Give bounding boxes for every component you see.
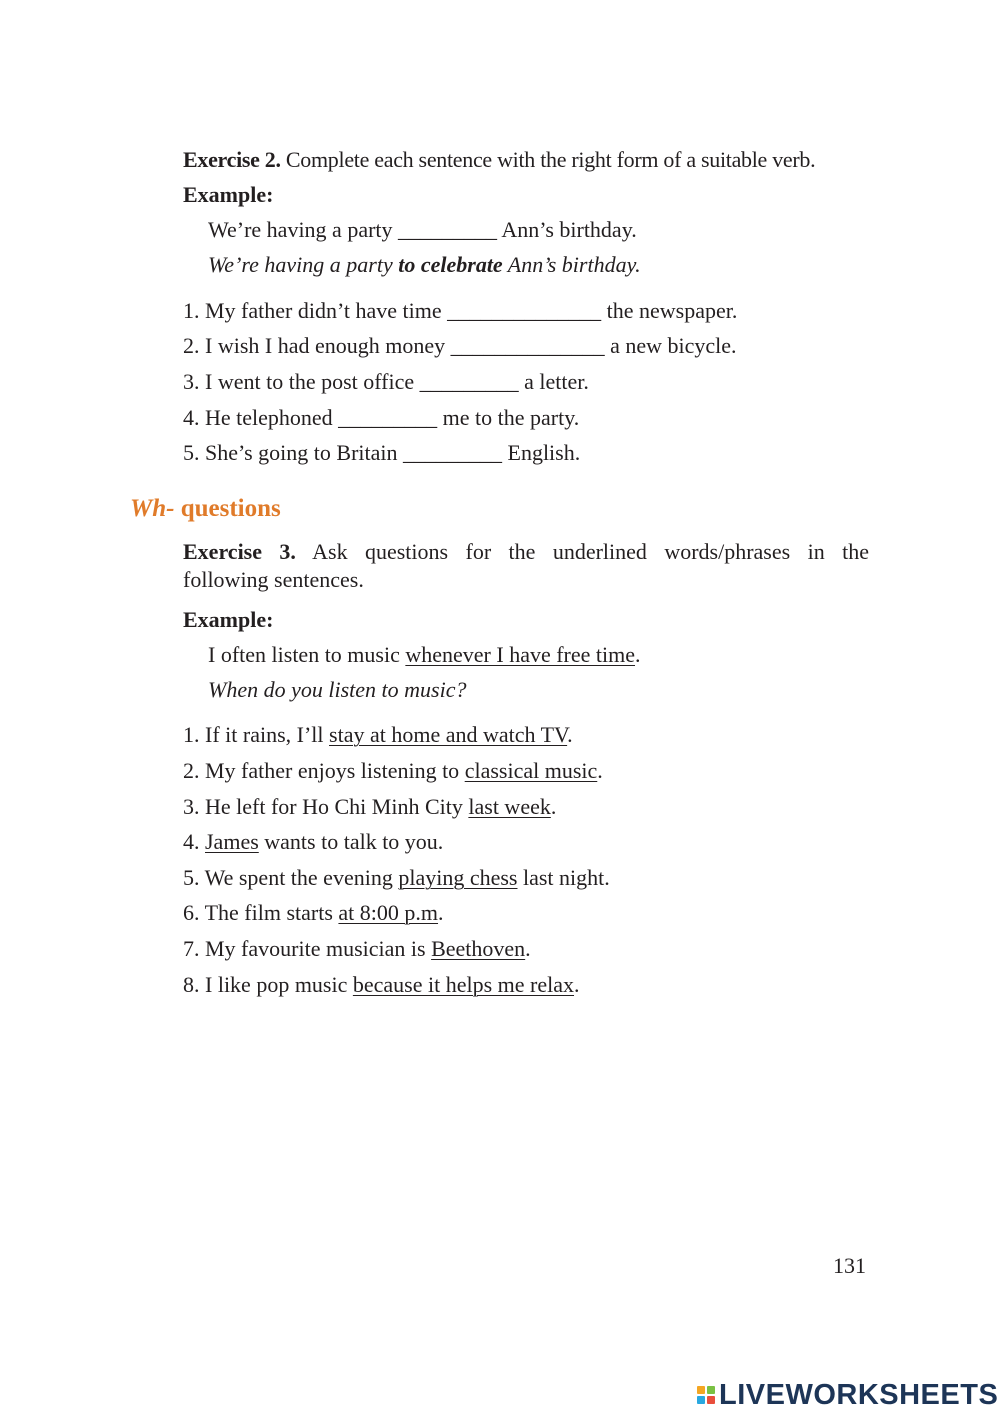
item-text: last night.: [517, 865, 610, 890]
item-text: 3. He left for Ho Chi Minh City: [183, 794, 469, 819]
item-text: 2. My father enjoys listening to: [183, 758, 465, 783]
exercise3-instruction: [183, 537, 869, 566]
item-text: 5. We spent the evening: [183, 865, 399, 890]
item-text: .: [567, 722, 573, 747]
item-underlined: last week: [468, 794, 551, 819]
exercise2-item-1: 1. My father didn’t have time ______________ the newspaper.: [183, 298, 738, 323]
item-text: .: [597, 758, 603, 783]
exercise3-instruction-line2: following sentences.: [183, 567, 364, 592]
item-text: 8. I like pop music: [183, 972, 353, 997]
exercise3-example-label: Example:: [183, 607, 274, 632]
exercise2-example-prompt: We’re having a party _________ Ann’s birthday.: [208, 217, 637, 242]
section-heading: [130, 495, 281, 523]
item-text: .: [438, 900, 444, 925]
item-text: .: [525, 936, 531, 961]
item-underlined: Beethoven: [431, 936, 526, 961]
item-underlined: classical music: [464, 758, 598, 783]
exercise3-item-7: [183, 935, 531, 963]
item-text: 7. My favourite musician is: [183, 936, 432, 961]
exercise3-item-2: [183, 757, 603, 785]
example-answer-post: Ann’s birthday.: [502, 252, 641, 277]
exercise3-item-3: [183, 793, 556, 821]
exercise3-example-sentence: [208, 641, 641, 669]
item-text: 6. The film starts: [183, 900, 339, 925]
example-pre: I often listen to music: [208, 642, 406, 667]
exercise2-title: Exercise 2.: [183, 147, 281, 172]
item-text: wants to talk to you.: [258, 829, 444, 854]
exercise2-example-answer: [208, 251, 641, 279]
item-text: 4.: [183, 829, 205, 854]
example-post: .: [635, 642, 641, 667]
section-heading-rest: questions: [174, 495, 281, 522]
example-answer-pre: We’re having a party: [208, 252, 399, 277]
exercise2-instruction: [183, 146, 815, 174]
exercise2-example-label: Example:: [183, 182, 274, 207]
liveworksheets-wordmark: LIVEWORKSHEETS: [719, 1378, 999, 1411]
exercise3-item-5: [183, 864, 610, 892]
page-number: 131: [833, 1253, 866, 1278]
item-text: .: [574, 972, 580, 997]
exercise3-item-8: [183, 971, 580, 999]
exercise3-item-6: [183, 899, 444, 927]
exercise2-item-5: 5. She’s going to Britain _________ English.: [183, 440, 581, 465]
exercise3-instruction-text: Ask questions for the underlined words/phrases in the: [295, 539, 869, 564]
item-text: 1. If it rains, I’ll: [183, 722, 330, 747]
liveworksheets-mark-icon: [697, 1386, 715, 1404]
liveworksheets-logo: [697, 1378, 998, 1412]
example-answer-bold: to celebrate: [398, 252, 503, 277]
item-underlined: James: [205, 829, 259, 854]
exercise3-item-4: [183, 828, 443, 856]
example-underlined: whenever I have free time: [405, 642, 636, 667]
item-text: .: [550, 794, 557, 819]
exercise3-title: Exercise 3.: [183, 539, 296, 564]
exercise3-example-answer: When do you listen to music?: [208, 677, 467, 702]
exercise2-item-2: 2. I wish I had enough money ______________ a new bicycle.: [183, 333, 737, 358]
item-underlined: because it helps me relax: [352, 972, 575, 997]
item-underlined: at 8:00 p.m: [338, 900, 439, 925]
exercise2-item-4: 4. He telephoned _________ me to the party.: [183, 405, 580, 430]
item-underlined: stay at home and watch TV: [329, 722, 568, 747]
item-underlined: playing chess: [398, 865, 518, 890]
section-heading-italic: Wh-: [130, 495, 175, 522]
exercise2-item-3: 3. I went to the post office _________ a letter.: [183, 369, 589, 394]
exercise3-item-1: [183, 721, 573, 749]
exercise2-instruction-text: Complete each sentence with the right form of a suitable verb.: [280, 147, 816, 172]
